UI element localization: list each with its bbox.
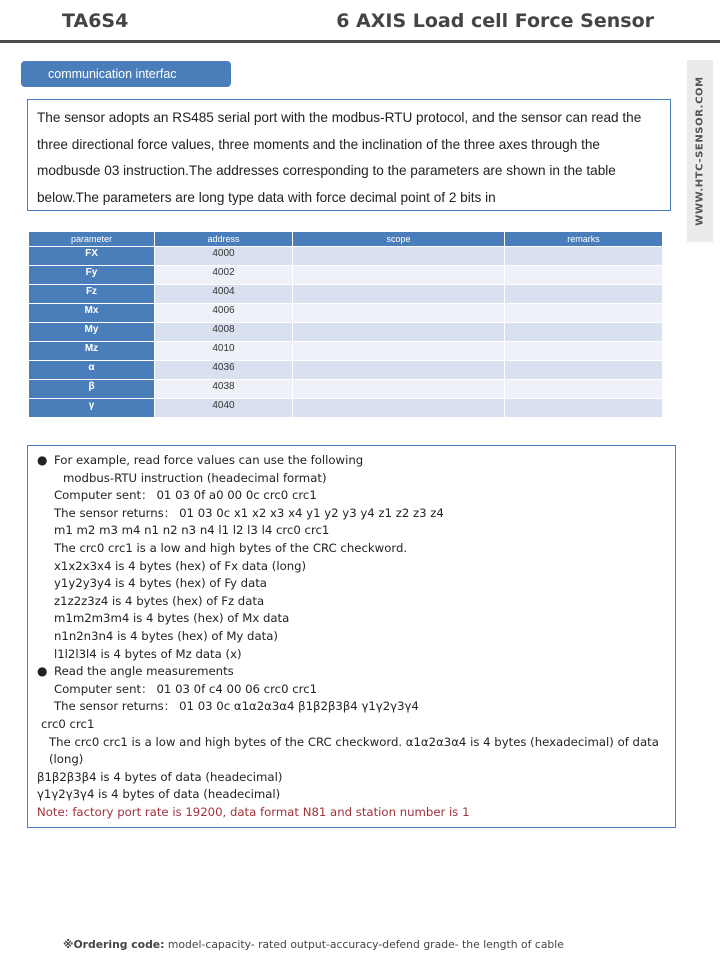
param-scope xyxy=(293,342,505,361)
param-remarks xyxy=(505,399,663,418)
table-row xyxy=(29,247,663,266)
ordering-code-label: ※Ordering code: xyxy=(63,938,165,951)
crc-note-angle: The crc0 crc1 is a low and high bytes of the CRC checkword. α1α2α3α4 is 4 bytes (hexadecimal) of data (long) xyxy=(49,734,659,767)
param-remarks xyxy=(505,285,663,304)
param-name: Fy xyxy=(29,266,155,285)
parameter-table xyxy=(28,231,663,418)
param-name: Mz xyxy=(29,342,155,361)
table-row xyxy=(29,399,663,418)
param-name: My xyxy=(29,323,155,342)
beta-bytes-line: β1β2β3β4 is 4 bytes of data (headecimal) xyxy=(37,769,283,784)
sensor-returns-force: The sensor returns： 01 03 0c x1 x2 x3 x4 y1 y2 y3 y4 z1 z2 z3 z4 xyxy=(54,505,444,520)
param-remarks xyxy=(505,266,663,285)
param-name: γ xyxy=(29,399,155,418)
param-remarks xyxy=(505,380,663,399)
param-remarks xyxy=(505,323,663,342)
column-header-remarks: remarks xyxy=(505,232,663,247)
crc-note-force: The crc0 crc1 is a low and high bytes of the CRC checkword. xyxy=(54,540,408,555)
computer-sent-angle: Computer sent： 01 03 0f c4 00 06 crc0 crc1 xyxy=(54,681,318,696)
intro-paragraph: The sensor adopts an RS485 serial port with the modbus-RTU protocol, and the sensor can read the three directional force values, three moments and the inclination of the three axes through the modbusde 03 instruction.The addresses corresponding to the parameters are shown in the table below.The parameters are long type data with force decimal point of 2 bits in xyxy=(37,110,642,205)
table-row xyxy=(29,304,663,323)
mz-bytes-line: l1l2l3l4 is 4 bytes of Mz data (x) xyxy=(54,646,242,661)
table-row xyxy=(29,323,663,342)
param-address: 4038 xyxy=(155,380,293,399)
side-url-strip xyxy=(687,60,713,242)
param-address: 4000 xyxy=(155,247,293,266)
param-scope xyxy=(293,304,505,323)
example-line: modbus-RTU instruction (headecimal format) xyxy=(63,470,327,485)
fy-bytes-line: y1y2y3y4 is 4 bytes (hex) of Fy data xyxy=(54,576,267,591)
param-scope xyxy=(293,247,505,266)
product-model: TA6S4 xyxy=(62,10,129,32)
param-remarks xyxy=(505,247,663,266)
param-address: 4002 xyxy=(155,266,293,285)
sensor-returns-angle: The sensor returns： 01 03 0c α1α2α3α4 β1β2β3β4 γ1γ2γ3γ4 xyxy=(54,699,419,714)
fz-bytes-line: z1z2z3z4 is 4 bytes (hex) of Fz data xyxy=(54,593,265,608)
intro-text-box xyxy=(27,99,671,211)
param-scope xyxy=(293,380,505,399)
example-bullet-2 xyxy=(37,663,666,681)
ordering-code-footer xyxy=(63,938,564,951)
param-name: β xyxy=(29,380,155,399)
param-address: 4010 xyxy=(155,342,293,361)
table-row xyxy=(29,342,663,361)
param-remarks xyxy=(505,342,663,361)
table-row xyxy=(29,380,663,399)
bullet-icon: ● xyxy=(37,453,48,467)
param-scope xyxy=(293,323,505,342)
page-title: 6 AXIS Load cell Force Sensor xyxy=(336,10,654,32)
table-header-row xyxy=(29,232,663,247)
param-address: 4004 xyxy=(155,285,293,304)
computer-sent-force: Computer sent： 01 03 0f a0 00 0c crc0 crc1 xyxy=(54,488,317,503)
ordering-code-text: model-capacity- rated output-accuracy-defend grade- the length of cable xyxy=(164,938,564,951)
example-bullet-1 xyxy=(37,452,666,470)
protocol-example-box xyxy=(27,445,676,828)
param-name: Mx xyxy=(29,304,155,323)
param-name: FX xyxy=(29,247,155,266)
column-header-address: address xyxy=(155,232,293,247)
param-name: α xyxy=(29,361,155,380)
table-row xyxy=(29,361,663,380)
side-url-text: WWW.HTC-SENSOR.COM xyxy=(694,76,706,226)
sensor-returns-force-cont: m1 m2 m3 m4 n1 n2 n3 n4 l1 l2 l3 l4 crc0 crc1 xyxy=(54,523,330,538)
sensor-returns-angle-cont: crc0 crc1 xyxy=(41,716,95,731)
param-scope xyxy=(293,285,505,304)
mx-bytes-line: m1m2m3m4 is 4 bytes (hex) of Mx data xyxy=(54,611,290,626)
gamma-bytes-line: γ1γ2γ3γ4 is 4 bytes of data (headecimal) xyxy=(37,787,281,802)
param-remarks xyxy=(505,361,663,380)
param-name: Fz xyxy=(29,285,155,304)
param-address: 4040 xyxy=(155,399,293,418)
example-bullet-2-text: Read the angle measurements xyxy=(54,664,234,679)
fx-bytes-line: x1x2x3x4 is 4 bytes (hex) of Fx data (long) xyxy=(54,558,307,573)
bullet-icon: ● xyxy=(37,664,48,679)
example-bullet-1-text: For example, read force values can use the following xyxy=(54,453,364,467)
param-scope xyxy=(293,399,505,418)
column-header-parameter: parameter xyxy=(29,232,155,247)
param-scope xyxy=(293,361,505,380)
my-bytes-line: n1n2n3n4 is 4 bytes (hex) of My data) xyxy=(54,628,278,643)
param-scope xyxy=(293,266,505,285)
column-header-scope: scope xyxy=(293,232,505,247)
section-tab-communication: communication interfac xyxy=(21,61,231,87)
param-address: 4006 xyxy=(155,304,293,323)
table-row xyxy=(29,285,663,304)
param-remarks xyxy=(505,304,663,323)
table-row xyxy=(29,266,663,285)
factory-settings-note: Note: factory port rate is 19200, data format N81 and station number is 1 xyxy=(37,804,470,819)
param-address: 4008 xyxy=(155,323,293,342)
header-divider xyxy=(0,40,720,43)
param-address: 4036 xyxy=(155,361,293,380)
